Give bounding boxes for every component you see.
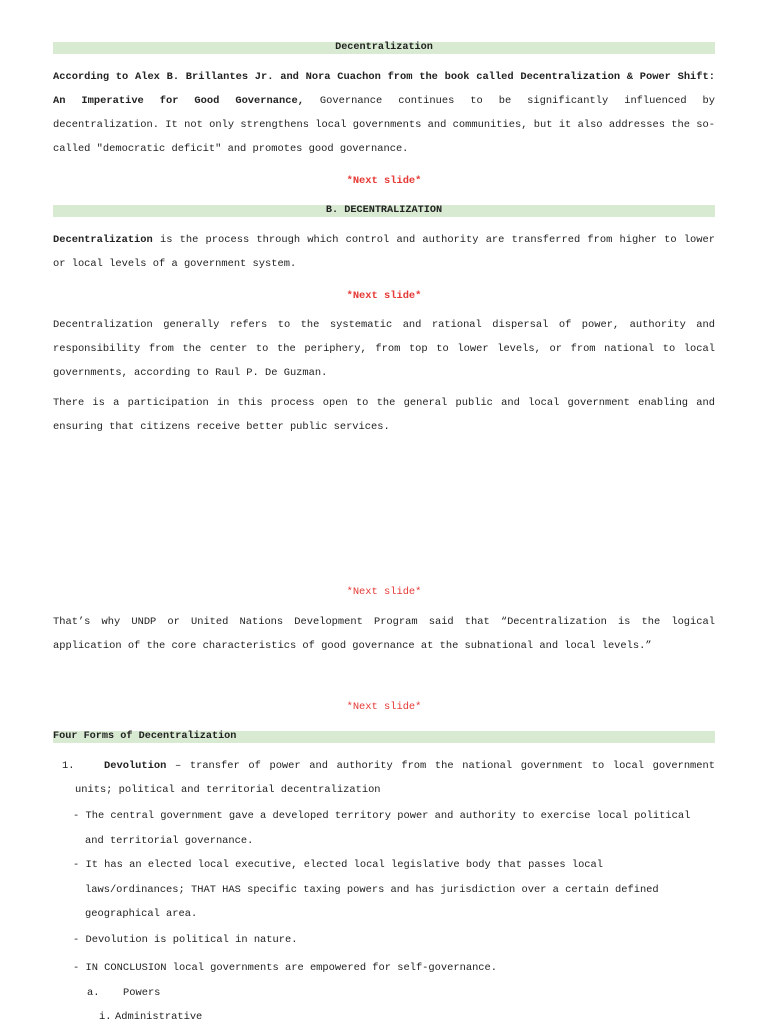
devolution-term: Devolution [104, 760, 167, 772]
sub-sub-item-administrative [99, 1005, 739, 1030]
section-heading-decentralization: Decentralization [53, 42, 715, 54]
devolution-bullet-3: - Devolution is political in nature. [73, 934, 298, 946]
devolution-definition: – transfer of power and authority from the national government to local government units; political and territorial decentralization [75, 760, 715, 796]
brillantes-paragraph [53, 65, 715, 161]
section-heading-four-forms: Four Forms of Decentralization [53, 731, 715, 743]
definition-paragraph [53, 228, 715, 276]
brillantes-body: Governance continues to be significantly influenced by decentralization. It not only strengthens local governments and communities, but it also addresses the so-called "democratic deficit" and promotes good governance. [53, 95, 715, 155]
sub-sub-item-text: Administrative [115, 1011, 203, 1023]
definition-term: Decentralization [53, 234, 153, 246]
section-heading-b-decentralization: B. DECENTRALIZATION [53, 205, 715, 217]
next-slide-label: *Next slide* [346, 175, 422, 187]
sub-item-powers [87, 981, 727, 1006]
brillantes-citation: According to Alex B. Brillantes Jr. and Nora Cuachon from the book called Decentralization & Power Shift: An Imperative for Good Governance, [53, 71, 715, 107]
sub-sub-item-label: i. [99, 1011, 112, 1023]
sub-item-label: a. [87, 987, 100, 999]
definition-body: is the process through which control and authority are transferred from higher to lower or local levels of a government system. [53, 234, 715, 270]
list-number: 1. [62, 760, 75, 772]
devolution-bullet-4: - IN CONCLUSION local governments are empowered for self-governance. [73, 962, 498, 974]
next-slide-label: *Next slide* [346, 290, 422, 302]
participation-paragraph: There is a participation in this process open to the general public and local government enabling and ensuring that citizens receive better public services. [53, 397, 715, 433]
list-item-devolution [53, 754, 715, 802]
sub-item-text: Powers [123, 987, 161, 999]
devolution-bullet-2: - It has an elected local executive, elected local legislative body that passes local laws/ordinances; THAT HAS specific taxing powers and has jurisdiction over a certain defined geographical area. [73, 859, 659, 920]
next-slide-label: *Next slide* [346, 586, 422, 598]
devolution-bullet-1: - The central government gave a developed territory power and authority to exercise local political and territorial governance. [73, 810, 691, 847]
next-slide-label: *Next slide* [346, 701, 422, 713]
de-guzman-paragraph: Decentralization generally refers to the systematic and rational dispersal of power, authority and responsibility from the center to the periphery, from top to lower levels, or from national to local governments, according to Raul P. De Guzman. [53, 319, 715, 379]
undp-paragraph: That’s why UNDP or United Nations Development Program said that “Decentralization is the logical application of the core characteristics of good governance at the subnational and local levels.” [53, 616, 715, 652]
